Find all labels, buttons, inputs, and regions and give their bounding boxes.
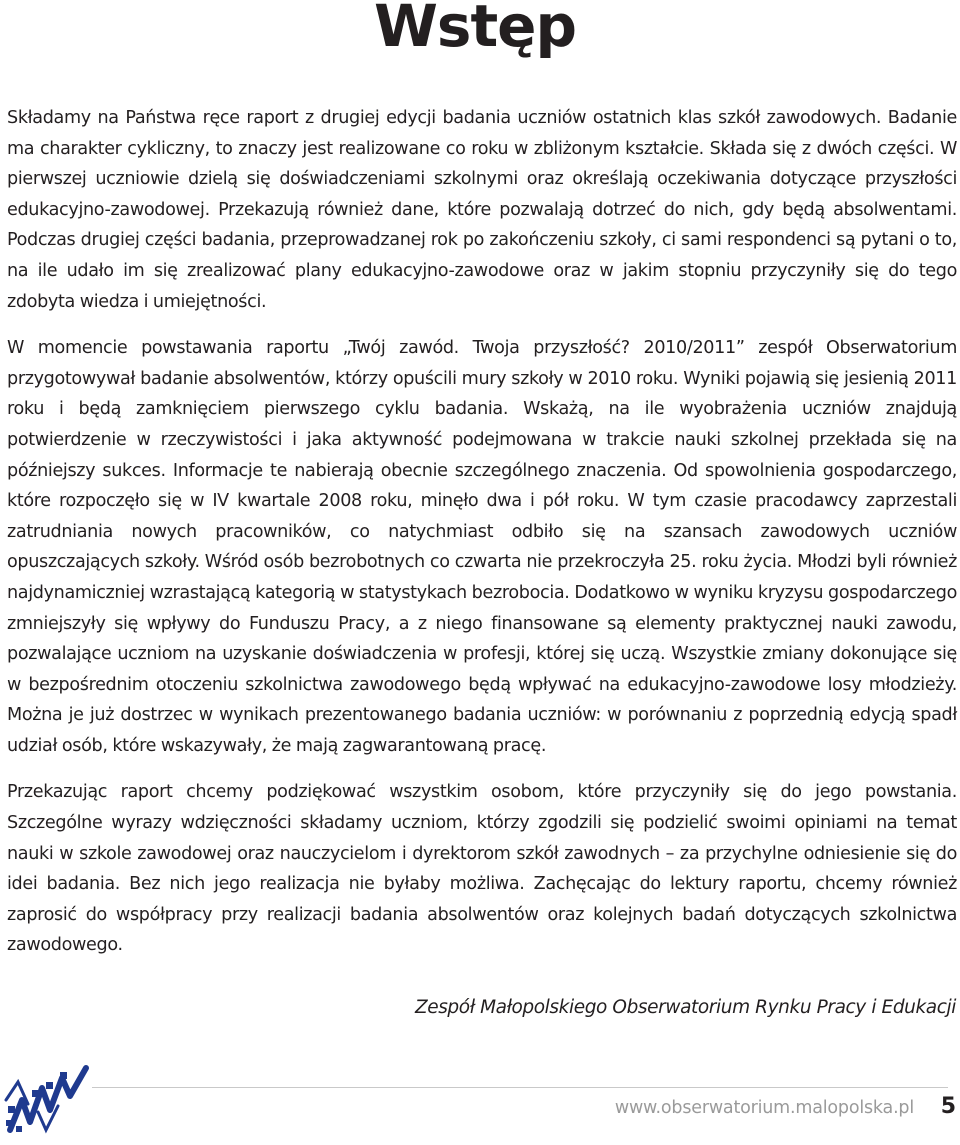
paragraph-intro: Składamy na Państwa ręce raport z drugiej edycji badania uczniów ostatnich klas szkół zawodowych. Badanie ma charakter cykliczny, to znaczy jest realizowane co roku w zbliżonym kształcie. Składa się z dwóch części. W pierwszej uczniowie dzielą się doświadczeniami szkolnymi oraz określają oczekiwania dotyczące przyszłości edukacyjno-zawodowej. Przekazują również dane, które pozwalają dotrzeć do nich, gdy będą absolwentami. Podczas drugiej części badania, przeprowadzanej rok po zakończeniu szkoły, ci sami respondenci są pytani o to, na ile udało im się zrealizować plany edukacyjno-zawodowe oraz w jakim stopniu przyczyniły się do tego zdobyta wiedza i umiejętności. (7, 108, 957, 312)
paragraph-thanks: Przekazując raport chcemy podziękować wszystkim osobom, które przyczyniły się do jego powstania. Szczególne wyrazy wdzięczności składamy uczniom, którzy zgodzili się podzielić swoimi opiniami na temat nauki w szkole zawodowej oraz nauczycielom i dyrektorom szkół zawodnych – za przychylne odniesienie się do idei badania. Bez nich jego realizacja nie byłaby możliwa. Zachęcając do lektury raportu, chcemy również zaprosić do współpracy przy realizacji badania absolwentów oraz kolejnych badań dotyczących szkolnictwa zawodowego. (7, 782, 957, 956)
page-title: Wstęp (373, 0, 577, 60)
footer-divider (92, 1087, 948, 1088)
main-content (7, 103, 957, 961)
page-number: 5 (940, 1094, 956, 1119)
paragraph-context: W momencie powstawania raportu „Twój zawód. Twoja przyszłość? 2010/2011” zespół Obserwatorium przygotowywał badanie absolwentów, którzy opuścili mury szkoły w 2010 roku. Wyniki pojawią się jesienią 2011 roku i będą zamknięciem pierwszego cyklu badania. Wskażą, na ile wyobrażenia uczniów znajdują potwierdzenie w rzeczywistości i jaka aktywność podejmowana w trakcie nauki szkolnej przekłada się na późniejszy sukces. Informacje te nabierają obecnie szczególnego znaczenia. Od spowolnienia gospodarczego, które rozpoczęło się w IV kwartale 2008 roku, minęło dwa i pół roku. W tym czasie pracodawcy zaprzestali zatrudniania nowych pracowników, co natychmiast odbiło się na szansach zawodowych uczniów opuszczających szkoły. Wśród osób bezrobotnych co czwarta nie przekroczyła 25. roku życia. Młodzi byli również najdynamiczniej wzrastającą kategorią w statystykach bezrobocia. Dodatkowo w wyniku kryzysu gospodarczego zmniejszyły się wpływy do Funduszu Pracy, a z niego finansowane są elementy praktycznej nauki zawodu, pozwalające uczniom na uzyskanie doświadczenia w profesji, której się uczą. Wszystkie zmiany dokonujące się w bezpośrednim otoczeniu szkolnictwa zawodowego będą wpływać na edukacyjno-zawodowe losy młodzieży. Można je już dostrzec w wynikach prezentowanego badania uczniów: w porównaniu z poprzednią edycją spadł udział osób, które wskazywały, że mają zagwarantowaną pracę. (7, 338, 957, 756)
signature: Zespół Małopolskiego Obserwatorium Rynku Pracy i Edukacji (414, 997, 956, 1018)
footer-url-link[interactable]: www.obserwatorium.malopolska.pl (614, 1098, 914, 1118)
obserwatorium-logo-icon (2, 1060, 92, 1140)
